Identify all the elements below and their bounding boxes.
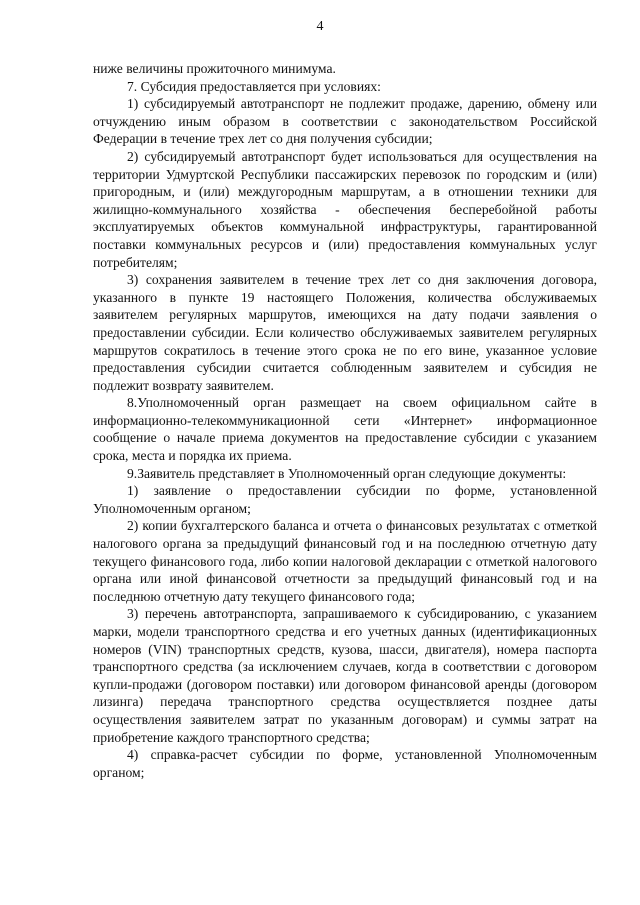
page-number: 4 xyxy=(316,19,324,34)
paragraph-7-condition-3: 3) сохранения заявителем в течение трех лет со дня заключения договора, указанного в пункте 19 настоящего Положения, количества обслуживаемых заявителем регулярных маршрутов, имеющихся на дату подачи заявления о предоставлении субсидии. Если количество обслуживаемых заявителем регулярных маршрутов сократилось в течение этого срока не по его вине, указанное условие предоставления субсидии считается соблюденным заявителем и субсидия не подлежит возврату заявителем. xyxy=(93,272,597,393)
paragraph-continuation: ниже величины прожиточного минимума. xyxy=(93,61,336,76)
paragraph-7-condition-1: 1) субсидируемый автотранспорт не подлежит продаже, дарению, обмену или отчуждению иным образом в соответствии с законодательством Российской Федерации в течение трех лет со дня получения субсидии; xyxy=(93,96,597,147)
paragraph-9-document-1: 1) заявление о предоставлении субсидии по форме, установленной Уполномоченным органом; xyxy=(93,483,597,516)
paragraph-9-document-4: 4) справка-расчет субсидии по форме, установленной Уполномоченным органом; xyxy=(93,747,597,780)
paragraph-7-condition-2: 2) субсидируемый автотранспорт будет использоваться для осуществления на территории Удмуртской Республики пассажирских перевозок по городским и (или) пригородным, и (или) междугородным маршрутам, а в отношении техники для жилищно-коммунального хозяйства - обеспечения бесперебойной работы эксплуатируемых объектов коммунальной инфраструктуры, гарантированной поставки коммунальных ресурсов и (или) предоставления коммунальных услуг потребителям; xyxy=(93,148,597,270)
document-body xyxy=(93,60,597,781)
paragraph-item-9: 9.Заявитель представляет в Уполномоченный орган следующие документы: xyxy=(127,465,567,481)
paragraph-item-7: 7. Субсидия предоставляется при условиях: xyxy=(127,78,381,94)
paragraph-item-8: 8.Уполномоченный орган размещает на своем официальном сайте в информационно-телекоммуникационной сети «Интернет» информационное сообщение о начале приема документов на предоставление субсидии с указанием срока, места и порядка их приема. xyxy=(93,395,597,464)
paragraph-9-document-2: 2) копии бухгалтерского баланса и отчета о финансовых результатах с отметкой налогового органа за предыдущий финансовый год и на последнюю отчетную дату текущего финансового года, либо копии налоговой декларации с отметкой налогового органа или иной финансовой отчетности за предыдущий финансовый год и на последнюю отчетную дату текущего финансового года; xyxy=(93,518,597,604)
paragraph-9-document-3: 3) перечень автотранспорта, запрашиваемого к субсидированию, с указанием марки, модели транспортного средства и его учетных данных (идентификационных номеров (VIN) транспортных средств, кузова, шасси, двигателя), номера паспорта транспортного средства (за исключением случаев, когда в соответствии с договором купли-продажи (договором поставки) или договором финансовой аренды (договором лизинга) передача транспортного средства осуществляется позднее даты осуществления заявителем затрат по указанным договорам) и суммы затрат на приобретение каждого транспортного средства; xyxy=(93,606,597,745)
